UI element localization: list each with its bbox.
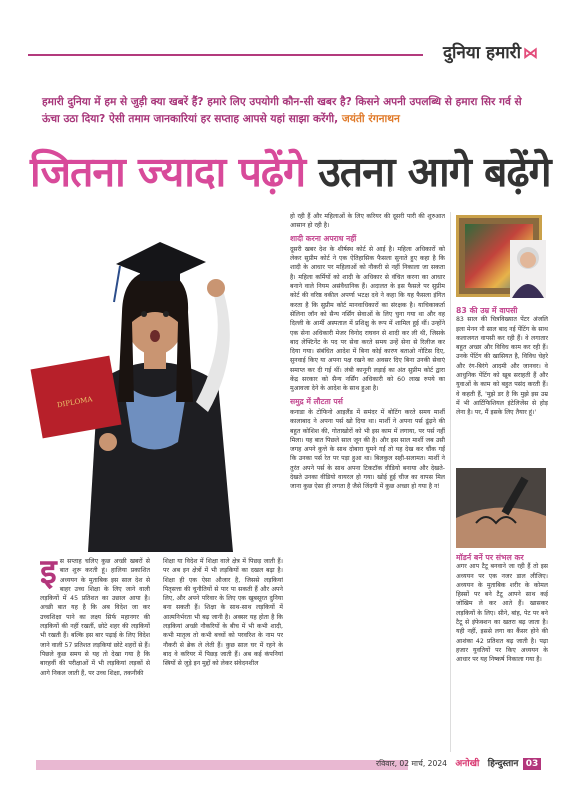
brand-hindustan: हिन्दुस्तान bbox=[487, 759, 519, 769]
column-2 bbox=[163, 557, 283, 757]
dropcap: इ bbox=[40, 557, 57, 592]
bow-icon: ⋈ bbox=[523, 44, 538, 62]
subhead-purse: समुद्र में लौटता पर्स bbox=[290, 396, 343, 406]
column-1 bbox=[40, 557, 150, 757]
col1-text: स सप्ताह चलिए कुछ अच्छी खबरों से बात शुरू करती हूं। हालिया प्रकाशित अध्ययन के मुताबिक इस साल देश से बाहर उच्च शिक्षा के लिए जाने वाली लड़कियों में 45 प्रतिशत का उछाल आया है। अच्छी बात यह है कि अब विदेश जा कर उच्चशिक्षा पाने का लक्ष्य सिर्फ महानगर की लड़कियों की नहीं रखतीं, छोटे शहर की लड़कियों भी रखती हैं। बल्कि इस बार पढ़ाई के लिए विदेश जाने वाली 57 प्रतिशत लड़कियां छोटे शहरों से हैं। पिछले कुछ समय से यह तो देखा गया है कि बारहवीं की परीक्षाओं में भी लड़कियां लड़कों से आगे निकल जाती हैं, पर उच्च शिक्षा, तकनीकी bbox=[40, 558, 150, 677]
col2-text: शिक्षा या विदेश में शिक्षा वाले क्षेत्र में पिछड़ जाती हैं। पर अब इन क्षेत्रों में भी लड़कियों का दखल बढ़ा है। शिक्षा ही एक ऐसा औजार है, जिससे लड़कियां पितृसत्ता की चुनौतियों से पार पा सकती हैं और अपने लिए, और अपने परिवार के लिए एक खुबसूरत दुनिया बना सकती हैं। शिक्षा के साथ-साथ लड़कियों में आत्मनिर्भरता भी बढ़ जानी है। अक्सर यह होता है कि लड़कियां अच्छी नौकरियों के बीच में भी कभी शादी, कभी मातृत्व तो कभी बच्चों को परवरिश के नाम पर नौकरी से ब्रेक ले लेती हैं। कुछ साल घर में रहने के बाद वे करियर में पिछड़ जाती हैं। अब कई कंपनियां स्त्रियों से जुड़े इन मुद्दों को लेकर संवेदनशील bbox=[163, 558, 283, 668]
column-divider bbox=[450, 212, 451, 752]
col3-body2: कनाडा के टोफिनो आइलैंड में समंदर में बोटिंग करते समय मार्शी कालाबाद ने अपना पर्स खो दिया था। मार्शी ने अपना पर्स ढूंढ़ने की बहुत कोशिश की, गोताखोरों को भी इस काम में लगाया, पर पर्स नहीं मिला। यह बात पिछले साल जून की है। और इस साल मार्शी जब उसी जगह अपने कुत्ते के साथ दोबारा घूमने गईं तो यह देख कर चौंक गईं कि उनका पर्स रेत पर पड़ा हुआ था। बिलकुल सही-सलामत। मार्शी ने तुरंत अपने पर्स के साथ अपना टिकटॉक वीडियो बनाया और देखते-देखते उनका वीडियो वायरल हो गया। खोई हुई चीज का वापस मिल जाना कुछ ऐसा ही लगता है जैसे जिंदगी में कुछ अच्छा हो गया है न! bbox=[290, 408, 445, 491]
artist-portrait bbox=[510, 240, 546, 298]
section-title bbox=[443, 40, 538, 63]
column-4-top bbox=[456, 306, 548, 466]
col3-lead: हो रही हैं और महिलाओं के लिए करियर की दूसरी पारी की शुरुआत आसान हो रही है। bbox=[290, 213, 445, 230]
page-number: 03 bbox=[523, 758, 542, 770]
author-name: जयंती रंगनाथन bbox=[341, 113, 400, 125]
subhead-tattoo: मॉडर्न बनें पर संभल कर bbox=[456, 553, 524, 562]
col4-body1: 83 साल की चित्रविख्यात पेंटर अंजलि इला मेनन नौ साल बाद नई पेंटिंग के साथ कलाजगत वापसी कर रही हैं। वे लगातार बहुत अच्छा और विविध काम कर रही हैं। उनके पेंटिंग की खासियत है, विविध चेहरे और रंग-बिरंगे आदमी और जानवर। वे आधुनिक पेंटिंग को खूब सराहती हैं और युवाओं के काम को बहुत पसंद करती हैं। वे कहती हैं, 'मुझे डर है कि मुझे इस उम्र में भी आर्टिफिशियल इंटेलिजेंस से होड़ लेना है। पर, मैं इसके लिए तैयार हूं।' bbox=[456, 316, 548, 417]
footer bbox=[376, 756, 541, 769]
column-3 bbox=[290, 212, 445, 757]
footer-bar bbox=[36, 760, 408, 770]
subhead-marriage: शादी करना अपराध नहीं bbox=[290, 233, 357, 243]
intro-body: हमारी दुनिया में हम से जुड़ी क्या खबरें हैं? हमारे लिए उपयोगी कौन-सी खबर है? किसने अपनी उपलब्धि से हमारा सिर गर्व से ऊंचा उठा दिया? ऐसी तमाम जानकारियां हर सप्ताह आपसे यहां साझा करेंगी, bbox=[42, 96, 522, 125]
column-4-bottom bbox=[456, 553, 548, 753]
graduate-photo bbox=[28, 212, 280, 552]
headline-part1: जितना ज्यादा पढ़ेंगे bbox=[30, 148, 306, 196]
col4-body2: अगर आप टैटू बनवाने जा रही हैं तो इस अध्ययन पर एक नजर डाल लीजिए। अध्ययन के मुताबिक शरीर के कोमल हिस्सों पर बने टैटू आपने साथ कई जोखिम ले कर आते हैं। खासकर लड़कियों के लिए। सीने, बांह, पेट पर बने टैटू से इंफेक्शन का खतरा बढ़ जाता है। यही नहीं, इससे लगा का कैंसर होने की आशंका 42 प्रतिशत बढ़ जाती है। पढ़ा हजार युवतियों पर किए अध्ययन के आधार पर यह निष्कर्ष निकाला गया है। bbox=[456, 563, 548, 664]
brand-anokhi: अनोखी bbox=[455, 759, 480, 769]
headline bbox=[30, 146, 550, 198]
diploma-label: DIPLOMA bbox=[56, 395, 94, 410]
footer-date: रविवार, 02 मार्च, 2024 bbox=[376, 759, 447, 768]
subhead-comeback: 83 की उम्र में वापसी bbox=[456, 306, 518, 315]
col3-body1: दूसरी खबर देश के शीर्षस्थ कोर्ट से आई है। महिला अधिकारों को लेकर सुप्रीम कोर्ट ने एक ऐतिहासिक फैसला सुनाते हुए कहा है कि शादी के आधार पर महिलाओं को नौकरी से नहीं निकाला जा सकता है। महिला कर्मियों को शादी के अधिकार से वंचित करना का आधार बनाने वाले नियम असंवैधानिक हैं। अदालत के इस फैसले पर सुप्रीम कोर्ट की वरिष्ठ वकील अपर्णा भटक्ष दवे ने कहा कि यह फैसला इंगित करता है कि सुप्रीम कोर्ट मानवाधिकारों का संरक्षक है। याचिकाकर्ता सेलिना जॉन को सैन्य नर्सिंग सेवाओं के लिए चुना गया था और वह दिल्ली के आर्मी अस्पताल में प्रशिक्षु के रूप में शामिल हुई थीं। उन्होंने एक सेना अधिकारी मेजर विनोद राघवन से शादी कर ली थी, जिसके बाद लेफ्टिनेंट के पद पर सेवा करते समय उन्हें सेना से रिलीज कर दिया गया। संबंधित आदेश में बिना कोई कारण बताओ नोटिस दिए, सुनवाई किए या अपना पक्ष रखने का अवसर दिए बिना उनकी सेवाएं समाप्त कर दी गई थीं। लंबी कानूनी लड़ाई का अंत सुप्रीम कोर्ट द्वारा केंद्र सरकार को सैन्य नर्सिंग अधिकारी को 60 लाख रुपये का मुआवजा देने के आदेश के साथ हुआ है। bbox=[290, 245, 445, 393]
header-rule bbox=[28, 54, 423, 56]
intro-text bbox=[42, 94, 542, 128]
headline-part2: उतना आगे बढ़ेंगे bbox=[318, 148, 551, 196]
section-title-text: दुनिया हमारी bbox=[443, 43, 521, 63]
tattoo-photo bbox=[456, 468, 546, 548]
